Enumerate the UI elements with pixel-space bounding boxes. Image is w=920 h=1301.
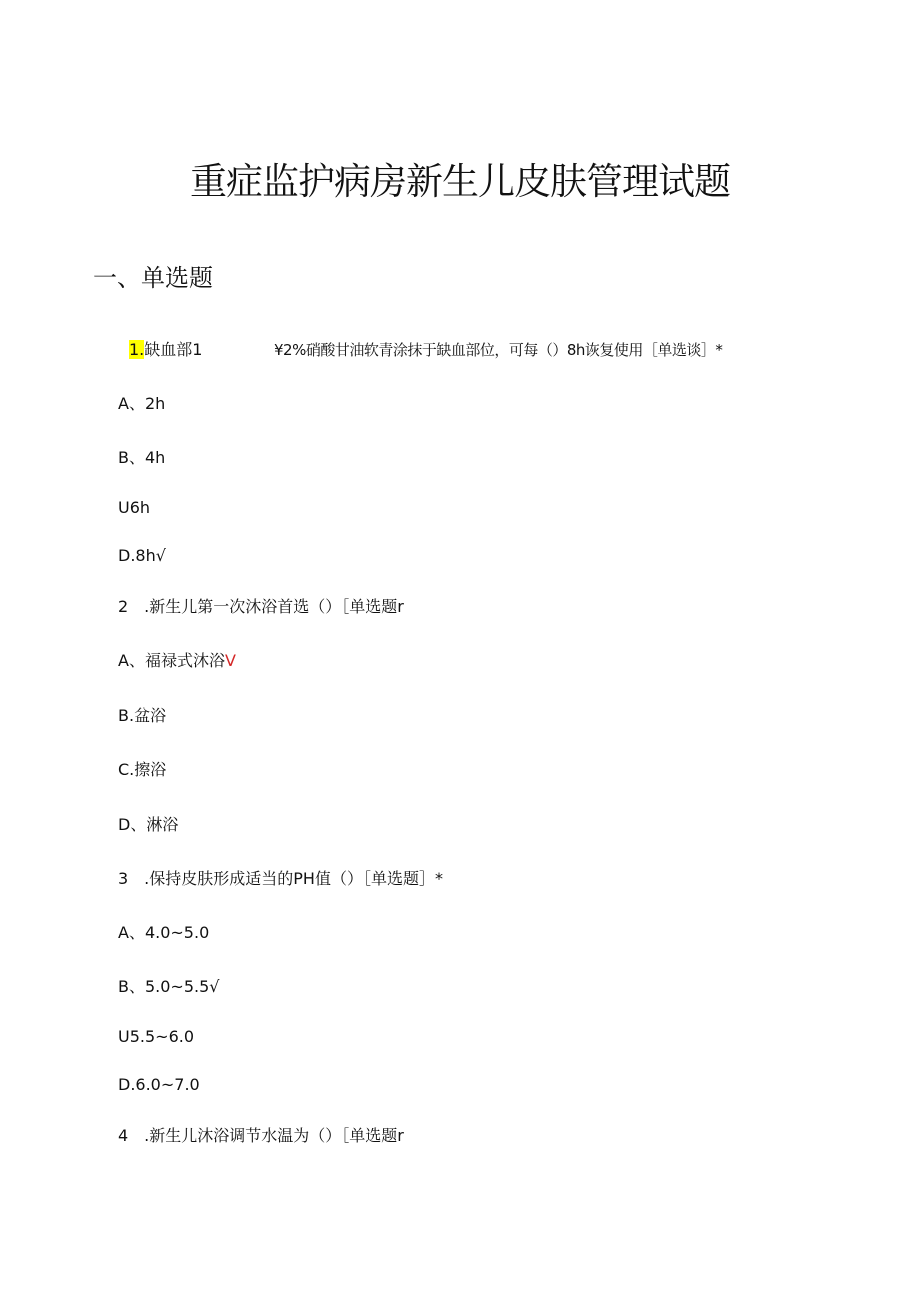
- question-1-option-d: D.8h√: [118, 546, 166, 565]
- question-2-option-b: B.盆浴: [118, 706, 167, 725]
- correct-answer-mark: V: [224, 651, 236, 670]
- question-2-option-a-label: A、福禄式沐浴: [118, 651, 225, 670]
- question-1-option-c: U6h: [118, 498, 151, 517]
- question-2-text: 2 .新生儿第一次沐浴首选（）［单选题r: [118, 597, 404, 616]
- question-2-option-d: D、淋浴: [118, 815, 179, 834]
- question-2-option-a: [118, 650, 236, 672]
- question-3-option-c: U5.5~6.0: [118, 1027, 195, 1046]
- question-3-option-b: B、5.0~5.5√: [118, 977, 220, 996]
- page-title: 重症监护病房新生儿皮肤管理试题: [190, 160, 730, 203]
- question-3-option-a: A、4.0~5.0: [118, 923, 210, 942]
- question-1-text: ¥2%硝酸甘油软青涂抹于缺血部位，可每（）8h诙复使用［单选谈］*: [274, 341, 723, 359]
- question-1-option-a: A、2h: [118, 394, 166, 413]
- question-3-text: 3 .保持皮肤形成适当的PH值（）［单选题］*: [118, 869, 443, 888]
- question-2-option-c: C.擦浴: [118, 760, 167, 779]
- question-1-option-b: B、4h: [118, 448, 166, 467]
- question-1-number-highlight: 1.: [129, 340, 145, 359]
- question-1-number: [129, 339, 202, 361]
- question-3-option-d: D.6.0~7.0: [118, 1075, 200, 1094]
- question-1-number-rest: 缺血部1: [144, 340, 203, 359]
- section-heading: 一、单选题: [93, 264, 213, 292]
- question-4-text: 4 .新生儿沐浴调节水温为（）［单选题r: [118, 1126, 404, 1145]
